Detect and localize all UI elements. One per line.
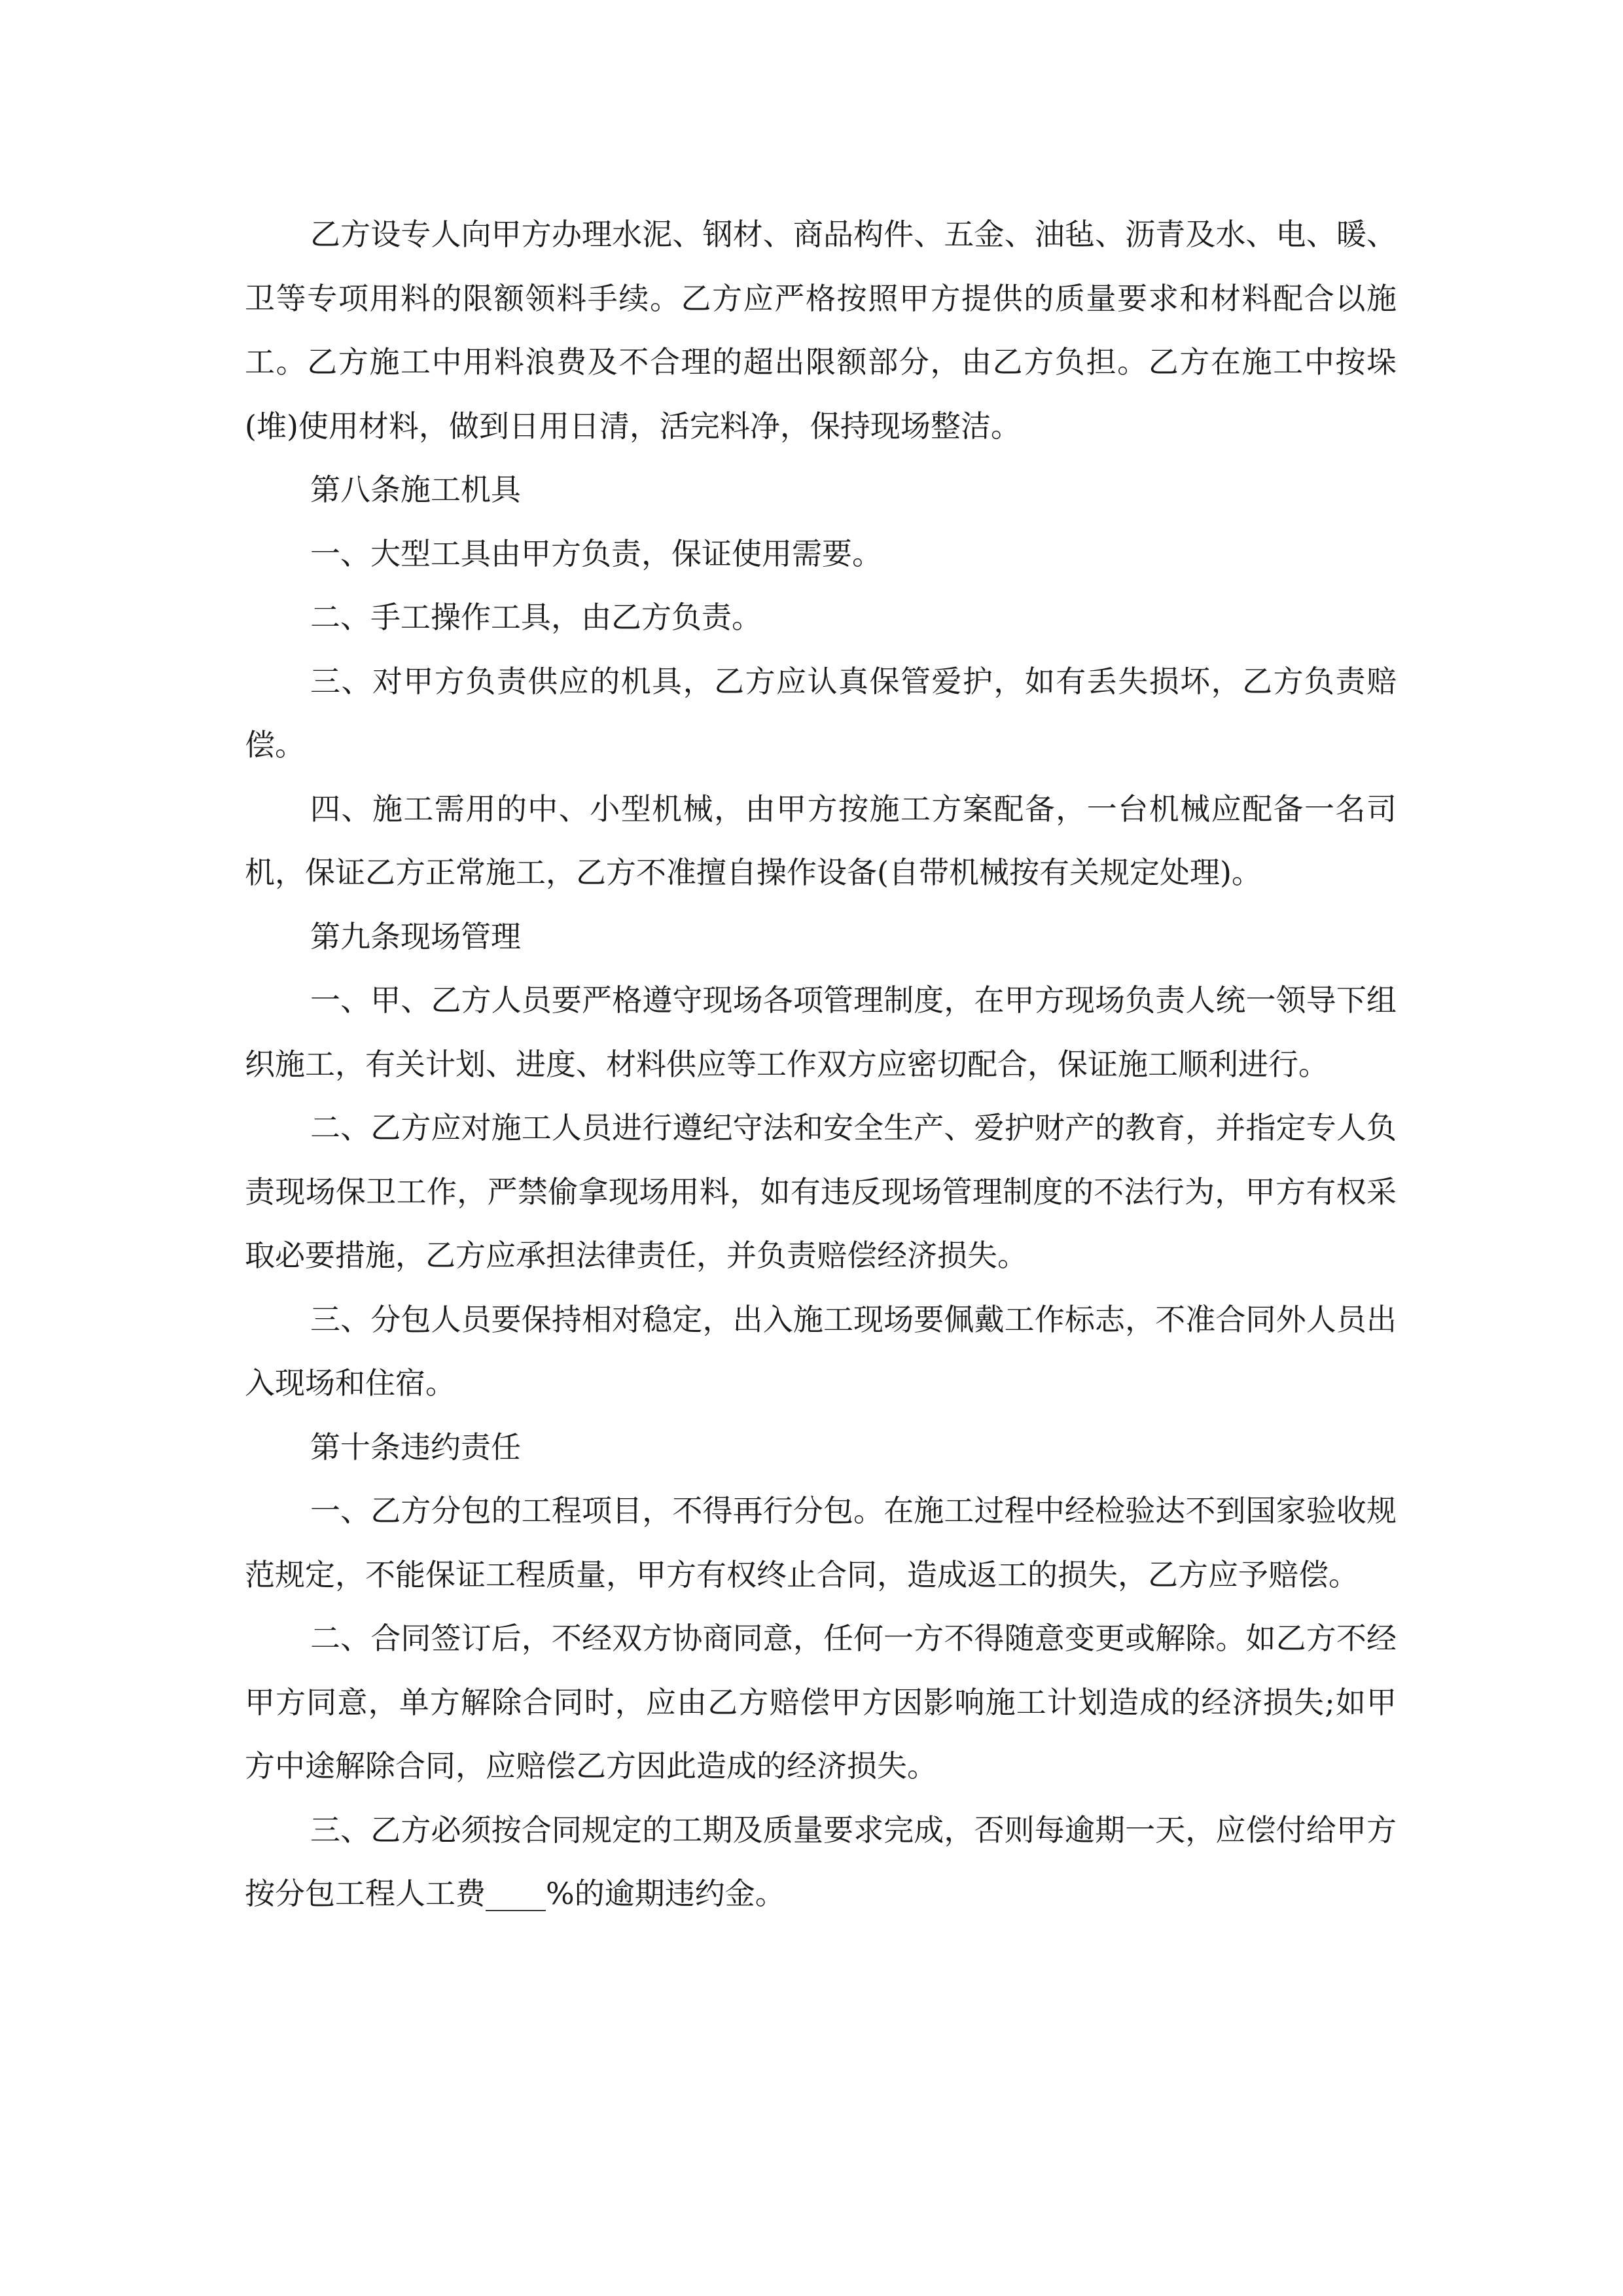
paragraph-article-10-item-3: 三、乙方必须按合同规定的工期及质量要求完成，否则每逾期一天，应偿付给甲方按分包工程人工费____%的逾期违约金。 [245, 1812, 1397, 1911]
paragraph-article-8-item-1: 一、大型工具由甲方负责，保证使用需要。 [310, 535, 882, 571]
paragraph-article-8-item-4: 四、施工需用的中、小型机械，由甲方按施工方案配备，一台机械应配备一名司机，保证乙方正常施工，乙方不准擅自操作设备(自带机械按有关规定处理)。 [245, 791, 1397, 890]
paragraph-article-10-item-2: 二、合同签订后，不经双方协商同意，任何一方不得随意变更或解除。如乙方不经甲方同意，单方解除合同时，应由乙方赔偿甲方因影响施工计划造成的经济损失;如甲方中途解除合同，应赔偿乙方因此造成的经济损失。 [245, 1621, 1397, 1784]
heading-article-10-liability: 第十条违约责任 [310, 1429, 521, 1465]
paragraph-article-8-item-3: 三、对甲方负责供应的机具，乙方应认真保管爱护，如有丢失损坏，乙方负责赔偿。 [245, 663, 1397, 762]
paragraph-article-9-item-1: 一、甲、乙方人员要严格遵守现场各项管理制度，在甲方现场负责人统一领导下组织施工，有关计划、进度、材料供应等工作双方应密切配合，保证施工顺利进行。 [245, 982, 1397, 1082]
paragraph-article-9-item-3: 三、分包人员要保持相对稳定，出入施工现场要佩戴工作标志，不准合同外人员出入现场和住宿。 [245, 1301, 1397, 1401]
paragraph-article-10-item-1: 一、乙方分包的工程项目，不得再行分包。在施工过程中经检验达不到国家验收规范规定，不能保证工程质量，甲方有权终止合同，造成返工的损失，乙方应予赔偿。 [245, 1493, 1397, 1592]
paragraph-article-9-item-2: 二、乙方应对施工人员进行遵纪守法和安全生产、爱护财产的教育，并指定专人负责现场保卫工作，严禁偷拿现场用料，如有违反现场管理制度的不法行为，甲方有权采取必要措施，乙方应承担法律责任，并负责赔偿经济损失。 [245, 1110, 1397, 1273]
heading-article-9-site-management: 第九条现场管理 [310, 918, 521, 954]
paragraph-materials-procedure: 乙方设专人向甲方办理水泥、钢材、商品构件、五金、油毡、沥青及水、电、暖、卫等专项用料的限额领料手续。乙方应严格按照甲方提供的质量要求和材料配合以施工。乙方施工中用料浪费及不合理的超出限额部分，由乙方负担。乙方在施工中按垛(堆)使用材料，做到日用日清，活完料净，保持现场整洁。 [245, 217, 1397, 444]
document-body [245, 203, 1397, 1926]
heading-article-8-construction-equipment: 第八条施工机具 [310, 472, 521, 507]
paragraph-article-8-item-2: 二、手工操作工具，由乙方负责。 [310, 600, 762, 635]
